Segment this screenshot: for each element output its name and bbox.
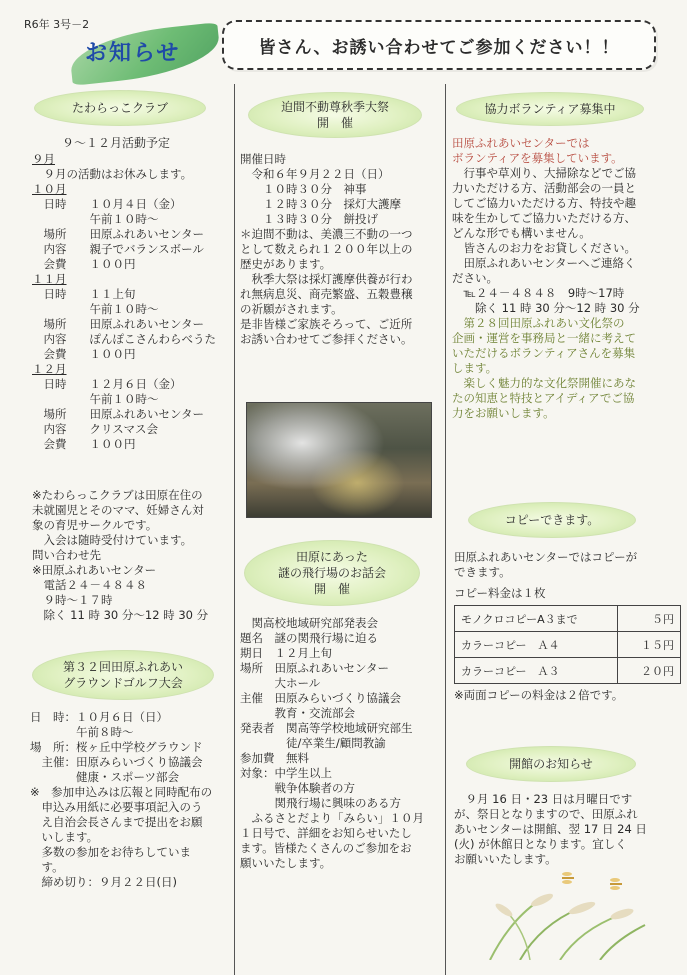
copy-details: 田原ふれあいセンターではコピーが できます。 コピー料金は１枚 モノクロコピーA３まで ５円 カラーコピー Ａ４ １５円 カラーコピー Ａ３ ２０円 ※両面コピーの料金は２倍です。 [454,550,681,703]
column-divider [234,84,235,975]
festival-heading: 迫間不動尊秋季大祭 開 催 [248,92,422,138]
table-row: カラーコピー Ａ３ ２０円 [455,658,681,684]
volunteer-details: 田原ふれあいセンターでは ボランティアを募集しています。 行事や草刈り、大掃除などでご協 力いただける方、活動部会の一員と してご協力いただける方、特技や趣 味を生かしてご協力いただける方、 どんな形でも構いません。 皆さんのお力をお貸しください。 田原ふれあいセンターへご連絡く ださい。 ℡２４－４８４８ 9時～17時 除く 11 時 30 分～12 時 30 分 第２８回田原ふれあい文化祭の 企画・運営を事務局と一緒に考えて いただけるボランティアさんを募集 します。 楽しく魅力的な文化祭開催にあな たの知恵と特技とアイディアでご協 力をお願いします。 [452,136,640,420]
festival-details: 開催日時 令和６年９月２２日（日） １０時３０分 神事 １２時３０分 採灯大護摩 １３時３０分 餅投げ ＊迫間不動は、美濃三不動の一つ として数えられ１２００年以上の 歴史があります。 秋季大祭は採灯護摩供養が行わ れ無病息災、商売繁盛、五穀豊穣 の祈願がされます。 是非皆様ご家族そろって、ご近所 お誘い合わせてご参拝ください。 [240,152,413,346]
airfield-details: 関高校地域研究部発表会 題名 謎の関飛行場に迫る 期日 １２月上旬 場所 田原ふれあいセンター 大ホール 主催 田原みらいづくり協議会 教育・交流部会 発表者 関高等学校地域研究部生 徒/卒業生/顧問教諭 参加費 無料 対象：中学生以上 戦争体験者の方 関飛行場に興味のある方 ふるさとだより「みらい」１０月 １日号で、詳細をお知らせいたし ます。皆様たくさんのご参加をお 願いいたします。 [240,616,424,870]
table-row: モノクロコピーA３まで ５円 [455,606,681,632]
golf-details: 日 時：１０月６日（日） 午前８時～ 場 所：桜ヶ丘中学校グラウンド 主催：田原みらいづくり協議会 健康・スポーツ部会 ※ 参加申込みは広報と同時配布の 申込み用紙に必要事項記入のう え自治会長さんまで提出をお願 いします。 多数の参加をお待ちしていま す。 締め切り：９月２２日(日) [30,710,213,889]
tawara-note: ※たわらっこクラブは田原在住の 未就園児とそのママ、妊婦さん対 象の育児サークルです。 入会は随時受付けています。 問い合わせ先 ※田原ふれあいセンター 電話２４－４８４８ ９時～１７時 除く 11 時 30 分～12 時 30 分 [32,488,209,622]
tawara-heading: たわらっこクラブ [34,90,206,126]
dragonfly-icon [610,878,622,890]
column-divider [445,84,446,975]
opening-details: ９月 16 日・23 日は月曜日です が、祭日となりますので、田原ふれ あいセンターは開館、翌 17 日 24 日 (火) が休館日となります。宜しく お願いいたします。 [454,792,647,866]
copy-heading: コピーできます。 [468,502,636,538]
airfield-heading: 田原にあった 謎の飛行場のお話会 開 催 [244,540,420,606]
golf-heading: 第３２回田原ふれあい グラウンドゴルフ大会 [32,650,214,700]
tawara-subtitle: ９～１２月活動予定 [62,136,171,150]
volunteer-heading: 協力ボランティア募集中 [456,92,644,126]
opening-heading: 開館のお知らせ [466,746,636,782]
dragonfly-icon [562,872,574,884]
pampas-grass-icon [470,870,660,960]
month-heading: １２月 [32,362,67,376]
copy-price-table [454,605,681,684]
banner-message: 皆さん、お誘い合わせてご参加ください！！ [222,20,656,70]
issue-number: R6年 3号－2 [24,18,90,31]
month-heading: １０月 [32,182,67,196]
month-heading: ９月 [32,152,55,166]
table-row: カラーコピー Ａ４ １５円 [455,632,681,658]
month-heading: １１月 [32,272,67,286]
tawara-schedule: ９月 ９月の活動はお休みします。 １０月 日時 １０月４日（金） 午前１０時～ 場所 田原ふれあいセンター 内容 親子でバランスボール 会費 １００円 １１月 日時 １１上旬 午前１０時～ 場所 田原ふれあいセンター 内容 ぽんぽこさんわらべうた 会費 １００円 １２月 日時 １２月６日（金） 午前１０時～ 場所 田原ふれあいセンター 内容 クリスマス会 会費 １００円 [32,152,216,451]
festival-photo [246,402,432,518]
page-title: お知らせ [85,41,181,66]
